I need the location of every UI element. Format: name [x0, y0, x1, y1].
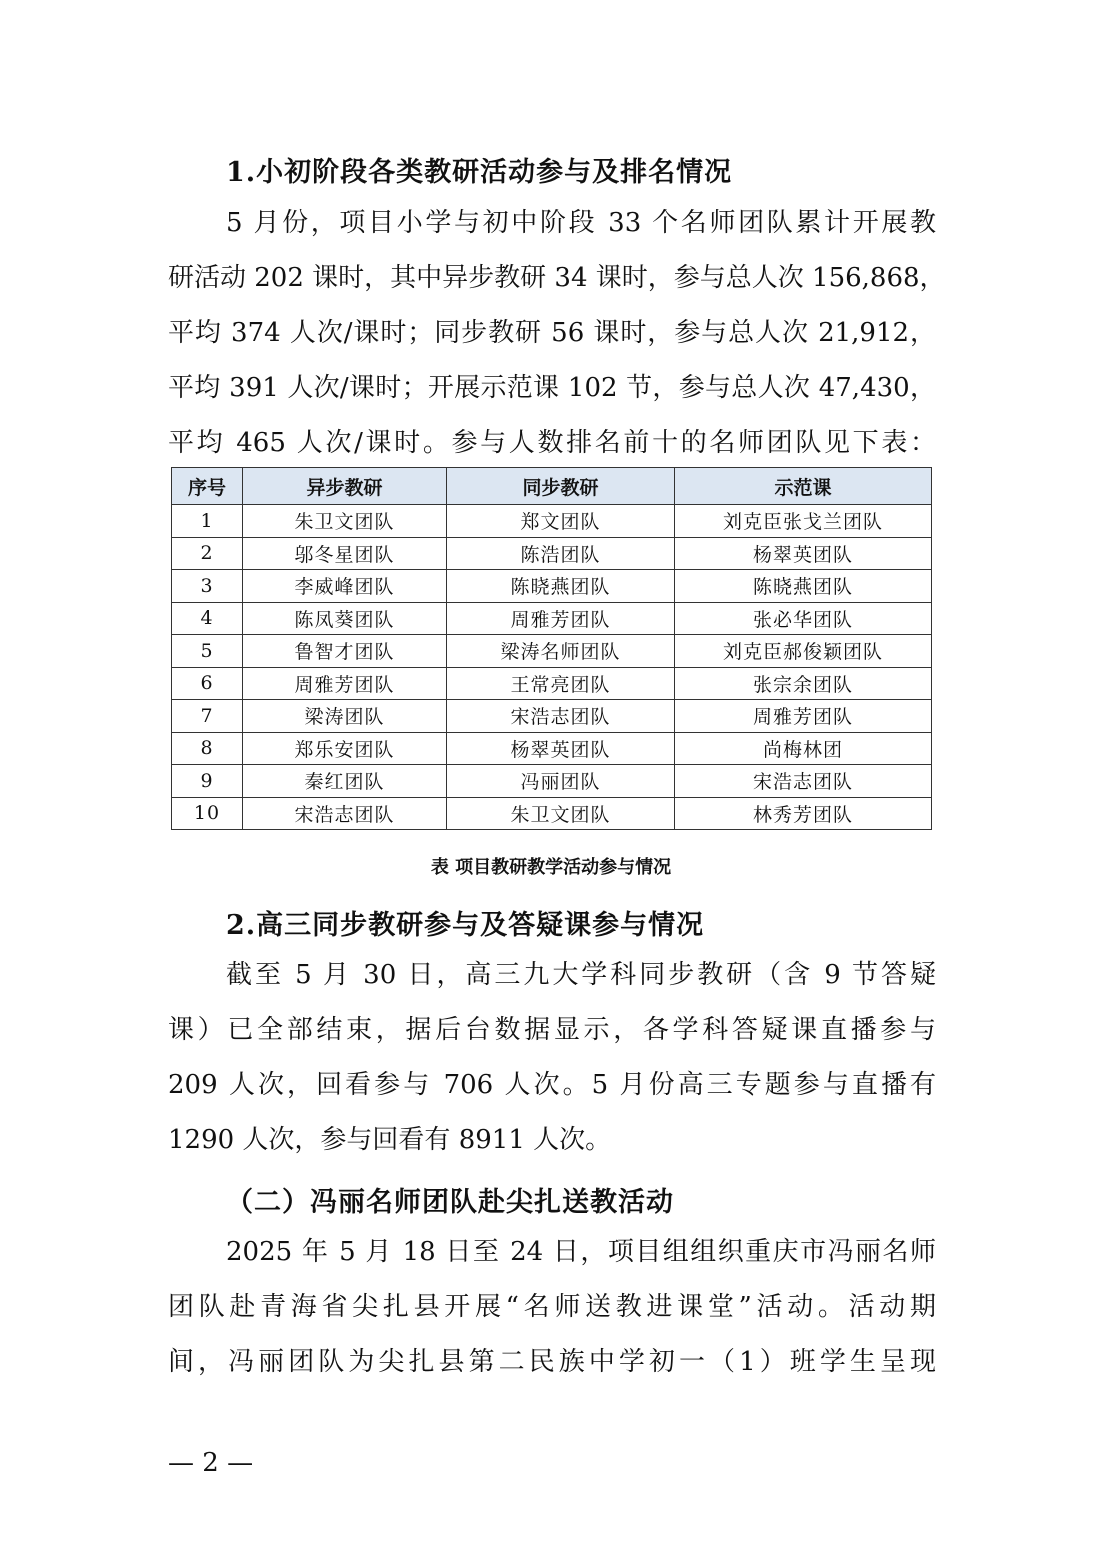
table-cell: 周雅芳团队 — [675, 700, 932, 733]
section2-heading: 2.高三同步教研参与及答疑课参与情况 — [226, 910, 705, 941]
table-cell: 杨翠英团队 — [447, 732, 675, 765]
paragraph-line: 平均 465 人次/课时。参与人数排名前十的名师团队见下表： — [168, 428, 936, 458]
table-cell: 宋浩志团队 — [243, 797, 447, 830]
table-cell: 3 — [172, 570, 243, 603]
paragraph-line: 截至 5 月 30 日，高三九大学科同步教研（含 9 节答疑 — [226, 960, 936, 990]
table-cell: 陈凤葵团队 — [243, 602, 447, 635]
section3-paragraph — [168, 1225, 936, 1390]
table-cell: 2 — [172, 537, 243, 570]
paragraph-line: 平均 391 人次/课时；开展示范课 102 节，参与总人次 47,430， — [168, 373, 936, 403]
column-header: 同步教研 — [447, 468, 675, 505]
table-cell: 周雅芳团队 — [447, 602, 675, 635]
table-cell: 陈浩团队 — [447, 537, 675, 570]
section1-heading: 1.小初阶段各类教研活动参与及排名情况 — [226, 157, 733, 188]
paragraph-line: 课）已全部结束，据后台数据显示，各学科答疑课直播参与 — [168, 1015, 936, 1045]
table-cell: 陈晓燕团队 — [675, 570, 932, 603]
table-cell: 7 — [172, 700, 243, 733]
column-header: 示范课 — [675, 468, 932, 505]
table-row — [172, 602, 932, 635]
table-cell: 梁涛名师团队 — [447, 635, 675, 668]
table-cell: 鲁智才团队 — [243, 635, 447, 668]
table-cell: 林秀芳团队 — [675, 797, 932, 830]
column-header: 序号 — [172, 468, 243, 505]
ranking-table — [171, 467, 932, 830]
table-row — [172, 797, 932, 830]
table-cell: 陈晓燕团队 — [447, 570, 675, 603]
table-row — [172, 505, 932, 538]
table-cell: 尚梅林团 — [675, 732, 932, 765]
page-number: — 2 — — [168, 1448, 254, 1478]
table-cell: 9 — [172, 765, 243, 798]
table-cell: 杨翠英团队 — [675, 537, 932, 570]
paragraph-line: 间，冯丽团队为尖扎县第二民族中学初一（1）班学生呈现 — [168, 1347, 936, 1377]
table-cell: 冯丽团队 — [447, 765, 675, 798]
table-cell: 4 — [172, 602, 243, 635]
table-cell: 郑文团队 — [447, 505, 675, 538]
table-cell: 8 — [172, 732, 243, 765]
table-cell: 梁涛团队 — [243, 700, 447, 733]
table-cell: 张必华团队 — [675, 602, 932, 635]
table-cell: 秦红团队 — [243, 765, 447, 798]
table-row — [172, 732, 932, 765]
table-cell: 王常亮团队 — [447, 667, 675, 700]
section1-paragraph — [168, 196, 946, 471]
paragraph-line: 团队赴青海省尖扎县开展“名师送教进课堂”活动。活动期 — [168, 1292, 936, 1322]
table-cell: 朱卫文团队 — [243, 505, 447, 538]
table-cell: 张宗余团队 — [675, 667, 932, 700]
table-row — [172, 700, 932, 733]
table-cell: 李威峰团队 — [243, 570, 447, 603]
table-row — [172, 537, 932, 570]
column-header: 异步教研 — [243, 468, 447, 505]
paragraph-line: 2025 年 5 月 18 日至 24 日，项目组组织重庆市冯丽名师 — [226, 1237, 936, 1267]
table-row — [172, 667, 932, 700]
table-cell: 宋浩志团队 — [447, 700, 675, 733]
paragraph-line: 研活动 202 课时，其中异步教研 34 课时，参与总人次 156,868， — [168, 263, 946, 293]
table-row — [172, 570, 932, 603]
table-caption: 表 项目教研教学活动参与情况 — [430, 857, 672, 878]
paragraph-line: 1290 人次，参与回看有 8911 人次。 — [168, 1125, 612, 1155]
table-row — [172, 635, 932, 668]
section2-paragraph — [168, 948, 936, 1168]
table-cell: 郑乐安团队 — [243, 732, 447, 765]
table-cell: 朱卫文团队 — [447, 797, 675, 830]
paragraph-line: 5 月份，项目小学与初中阶段 33 个名师团队累计开展教 — [226, 208, 936, 238]
table-cell: 5 — [172, 635, 243, 668]
table-cell: 刘克臣张戈兰团队 — [675, 505, 932, 538]
table-cell: 周雅芳团队 — [243, 667, 447, 700]
paragraph-line: 平均 374 人次/课时；同步教研 56 课时，参与总人次 21,912， — [168, 318, 936, 348]
table-header-row — [172, 468, 932, 505]
table-row — [172, 765, 932, 798]
table-cell: 1 — [172, 505, 243, 538]
table-cell: 刘克臣郝俊颖团队 — [675, 635, 932, 668]
table-cell: 6 — [172, 667, 243, 700]
table-cell: 10 — [172, 797, 243, 830]
table-cell: 宋浩志团队 — [675, 765, 932, 798]
section3-heading: （二）冯丽名师团队赴尖扎送教活动 — [226, 1187, 674, 1218]
table-cell: 邬冬星团队 — [243, 537, 447, 570]
paragraph-line: 209 人次，回看参与 706 人次。5 月份高三专题参与直播有 — [168, 1070, 936, 1100]
